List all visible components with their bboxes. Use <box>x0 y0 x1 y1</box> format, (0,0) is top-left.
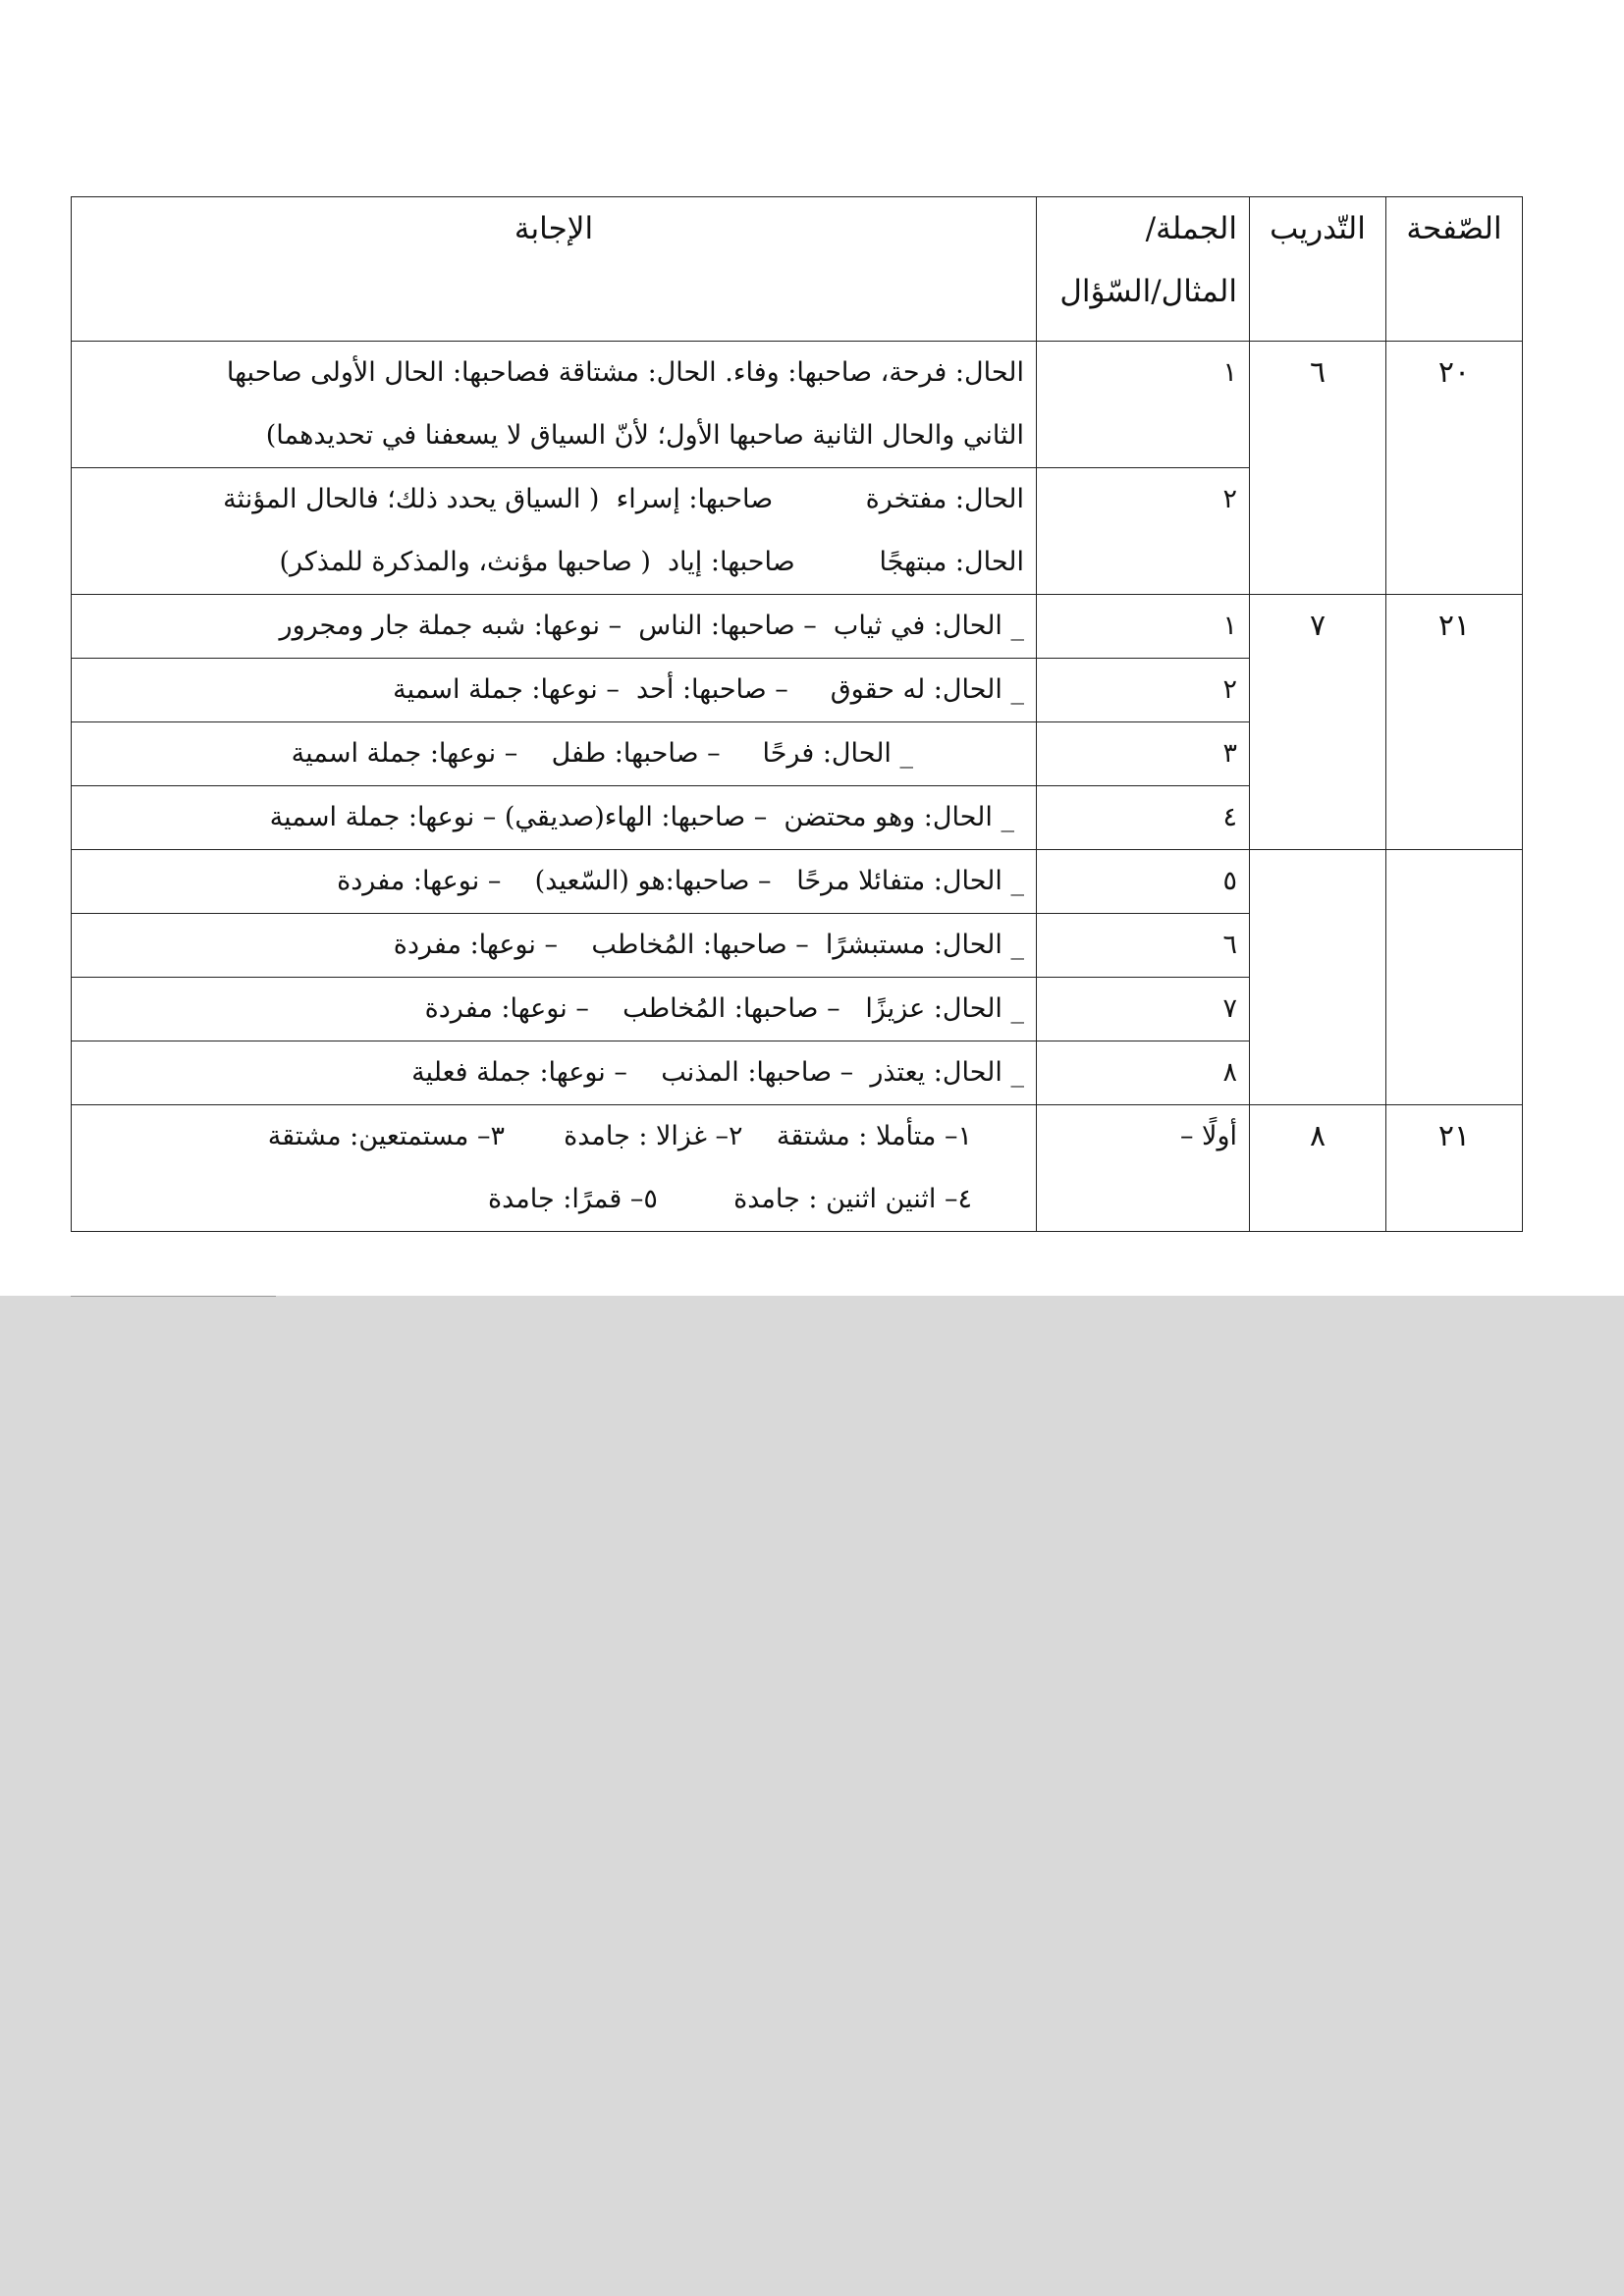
table-row <box>72 850 1523 914</box>
answer-cell: _ الحال: له حقوق – صاحبها: أحد – نوعها: جملة اسمية <box>72 659 1037 722</box>
question-number-cell: ٣ <box>1037 722 1250 786</box>
page-cell <box>1386 850 1523 1105</box>
question-number-cell: ٨ <box>1037 1041 1250 1105</box>
answer-cell: _ الحال: مستبشرًا – صاحبها: المُخاطب – نوعها: مفردة <box>72 914 1037 978</box>
header-question: الجملة/ المثال/السّؤال <box>1037 197 1250 342</box>
exercise-cell <box>1250 850 1386 1105</box>
answer-cell: _ الحال: وهو محتضن – صاحبها: الهاء(صديقي) – نوعها: جملة اسمية <box>72 786 1037 850</box>
question-number-cell: ٧ <box>1037 978 1250 1041</box>
question-number-cell: ٥ <box>1037 850 1250 914</box>
header-exercise: التّدريب <box>1250 197 1386 342</box>
question-number-cell: ٤ <box>1037 786 1250 850</box>
viewer-background <box>0 1296 1624 2296</box>
page-cell: ٢١ <box>1386 1105 1523 1232</box>
question-number-cell: أولًا – <box>1037 1105 1250 1232</box>
page-cell: ٢١ <box>1386 595 1523 850</box>
answer-cell: الحال: مفتخرة صاحبها: إسراء ( السياق يحدد ذلك؛ فالحال المؤنثة الحال: مبتهجًا صاحبها: إياد ( صاحبها مؤنث، والمذكرة للمذكر) <box>72 468 1037 595</box>
answer-cell: ١– متأملا : مشتقة ٢– غزالا : جامدة ٣– مستمتعين: مشتقة ٤– اثنين اثنين : جامدة ٥– قمرًا: جامدة <box>72 1105 1037 1232</box>
answer-cell: _ الحال: متفائلا مرحًا – صاحبها:هو (السّعيد) – نوعها: مفردة <box>72 850 1037 914</box>
question-number-cell: ٢ <box>1037 468 1250 595</box>
exercise-cell: ٨ <box>1250 1105 1386 1232</box>
table-row <box>72 595 1523 659</box>
question-number-cell: ٢ <box>1037 659 1250 722</box>
answer-key-table <box>71 196 1523 1232</box>
question-number-cell: ١ <box>1037 342 1250 468</box>
exercise-cell: ٦ <box>1250 342 1386 595</box>
question-number-cell: ١ <box>1037 595 1250 659</box>
answer-cell: _ الحال: يعتذر – صاحبها: المذنب – نوعها: جملة فعلية <box>72 1041 1037 1105</box>
answer-cell: الحال: فرحة، صاحبها: وفاء. الحال: مشتاقة فصاحبها: الحال الأولى صاحبها الثاني والحال الثانية صاحبها الأول؛ لأنّ السياق لا يسعفنا في تحديدهما) <box>72 342 1037 468</box>
answer-cell: _ الحال: في ثياب – صاحبها: الناس – نوعها: شبه جملة جار ومجرور <box>72 595 1037 659</box>
header-page: الصّفحة <box>1386 197 1523 342</box>
question-number-cell: ٦ <box>1037 914 1250 978</box>
page-cell: ٢٠ <box>1386 342 1523 595</box>
table-row <box>72 342 1523 468</box>
exercise-cell: ٧ <box>1250 595 1386 850</box>
table-row <box>72 1105 1523 1232</box>
header-answer: الإجابة <box>72 197 1037 342</box>
page-edge-line <box>71 1296 276 1297</box>
answer-cell: _ الحال: عزيزًا – صاحبها: المُخاطب – نوعها: مفردة <box>72 978 1037 1041</box>
table-header-row <box>72 197 1523 342</box>
answer-cell: _ الحال: فرحًا – صاحبها: طفل – نوعها: جملة اسمية <box>72 722 1037 786</box>
